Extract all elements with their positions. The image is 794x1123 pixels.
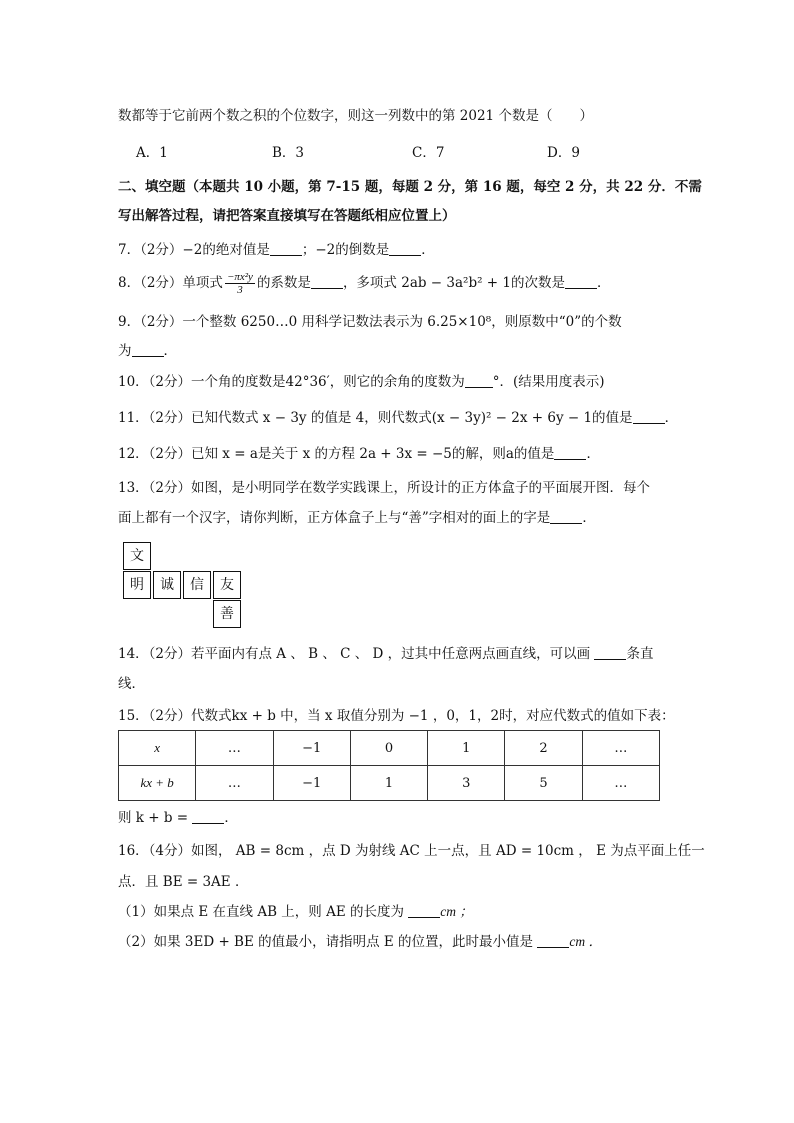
q13-text: ． <box>582 510 596 526</box>
question-8 <box>118 270 611 296</box>
answer-blank <box>389 241 421 256</box>
table-cell: −1 <box>273 731 350 766</box>
q8-text: ，多项式 2ab − 3a²b² + 1的次数是 <box>342 275 565 291</box>
net-cell: 明 <box>123 571 151 599</box>
q8-text: 的系数是 <box>256 275 311 291</box>
q16-text: cm ． <box>569 934 602 949</box>
value-table <box>118 730 660 801</box>
net-cell: 友 <box>213 571 241 599</box>
answer-blank <box>311 274 343 289</box>
q11-text: 11．（2分）已知代数式 x − 3y 的值是 4，则代数式(x − 3y)² − 2x + 6y − 1的值是 <box>118 410 633 426</box>
q15-text: ． <box>224 810 238 826</box>
q9-text: ． <box>163 343 177 359</box>
q16-text: （1）如果点 E 在直线 AB 上，则 AE 的长度为 <box>118 904 404 920</box>
question-13: 13．（2分）如图，是小明同学在数学实践课上，所设计的正方体盒子的平面展开图．每个 <box>118 480 651 496</box>
table-row <box>119 766 660 801</box>
q8-text: 8．（2分）单项式 <box>118 275 223 291</box>
table-cell: 1 <box>350 766 427 801</box>
question-12 <box>118 444 600 464</box>
question-16-part1 <box>118 902 473 922</box>
q8-text: ． <box>597 275 611 291</box>
choice-c: C．7 <box>412 145 445 161</box>
answer-blank <box>270 241 302 256</box>
answer-blank <box>537 933 569 948</box>
q14-text: 条直 <box>626 646 654 662</box>
question-6-tail: 数都等于它前两个数之积的个位数字，则这一列数中的第 2021 个数是（ ） <box>118 108 593 124</box>
table-cell: −1 <box>273 766 350 801</box>
answer-blank <box>132 342 164 357</box>
q7-text: ；−2的倒数是 <box>301 242 390 258</box>
question-16-cont: 点．且 BE = 3AE ． <box>118 874 249 890</box>
table-cell: 2 <box>505 731 582 766</box>
net-cell: 信 <box>183 571 211 599</box>
q14-text: 14．（2分）若平面内有点 A 、 B 、 C 、 D ，过其中任意两点画直线，可以画 <box>118 646 591 662</box>
q13-text: 面上都有一个汉字，请你判断，正方体盒子上与“善”字相对的面上的字是 <box>118 510 551 526</box>
section-heading-cont: 写出解答过程，请把答案直接填写在答题纸相应位置上） <box>118 208 456 224</box>
net-cell: 诚 <box>153 571 181 599</box>
question-11 <box>118 408 678 428</box>
question-10 <box>118 372 605 392</box>
fraction-denominator: 3 <box>237 284 243 296</box>
table-cell: 0 <box>350 731 427 766</box>
question-15-cont <box>118 808 238 828</box>
q12-text: ． <box>586 446 600 462</box>
q12-text: 12．（2分）已知 x = a是关于 x 的方程 2a + 3x = −5的解，则a的值是 <box>118 446 555 462</box>
answer-blank <box>192 809 224 824</box>
table-cell: 1 <box>428 731 505 766</box>
table-cell: kx + b <box>119 766 196 801</box>
question-16: 16．（4分）如图， AB = 8cm ，点 D 为射线 AC 上一点，且 AD = 10cm ， E 为点平面上任一 <box>118 843 705 859</box>
choice-b: B．3 <box>272 145 305 161</box>
table-cell: … <box>582 766 659 801</box>
answer-blank <box>550 509 582 524</box>
q10-text: 10．（2分）一个角的度数是42°36′，则它的余角的度数为 <box>118 374 465 390</box>
table-cell: … <box>196 731 273 766</box>
table-cell: x <box>119 731 196 766</box>
answer-blank <box>465 373 493 388</box>
answer-blank <box>565 274 597 289</box>
question-13-cont <box>118 508 596 528</box>
answer-blank <box>408 903 440 918</box>
question-16-part2 <box>118 932 602 952</box>
table-cell: 3 <box>428 766 505 801</box>
fraction-numerator: −πx²y <box>226 271 253 283</box>
net-cell: 善 <box>213 600 241 628</box>
table-row <box>119 731 660 766</box>
q16-text: cm ； <box>440 904 473 919</box>
table-cell: … <box>196 766 273 801</box>
question-15: 15．（2分）代数式kx + b 中，当 x 取值分别为 −1 ，0，1，2时，对应代数式的值如下表： <box>118 708 675 724</box>
q11-text: ． <box>664 410 679 426</box>
q15-text: 则 k + b = <box>118 810 189 826</box>
q7-text: 7．（2分）−2的绝对值是 <box>118 242 270 258</box>
table-cell: … <box>582 731 659 766</box>
answer-blank <box>554 445 586 460</box>
section-heading: 二、填空题（本题共 10 小题，第 7-15 题，每题 2 分，第 16 题，每空 2 分，共 22 分．不需 <box>118 179 702 195</box>
question-7 <box>118 240 435 260</box>
fraction <box>225 271 255 296</box>
answer-blank <box>594 645 626 660</box>
choice-d: D．9 <box>547 145 580 161</box>
q7-text: ． <box>421 242 435 258</box>
q9-text: 为 <box>118 343 132 359</box>
q16-text: （2）如果 3ED + BE 的值最小，请指明点 E 的位置，此时最小值是 <box>118 934 534 950</box>
question-9: 9．（2分）一个整数 6250…0 用科学记数法表示为 6.25×10⁸，则原数中“0”的个数 <box>118 314 622 330</box>
question-14-cont: 线． <box>118 676 145 692</box>
question-14 <box>118 644 653 664</box>
question-9-cont <box>118 341 177 361</box>
answer-blank <box>633 409 665 424</box>
q10-text: °．(结果用度表示) <box>492 374 605 390</box>
choice-a: A．1 <box>136 145 168 161</box>
table-cell: 5 <box>505 766 582 801</box>
net-cell: 文 <box>123 542 151 570</box>
